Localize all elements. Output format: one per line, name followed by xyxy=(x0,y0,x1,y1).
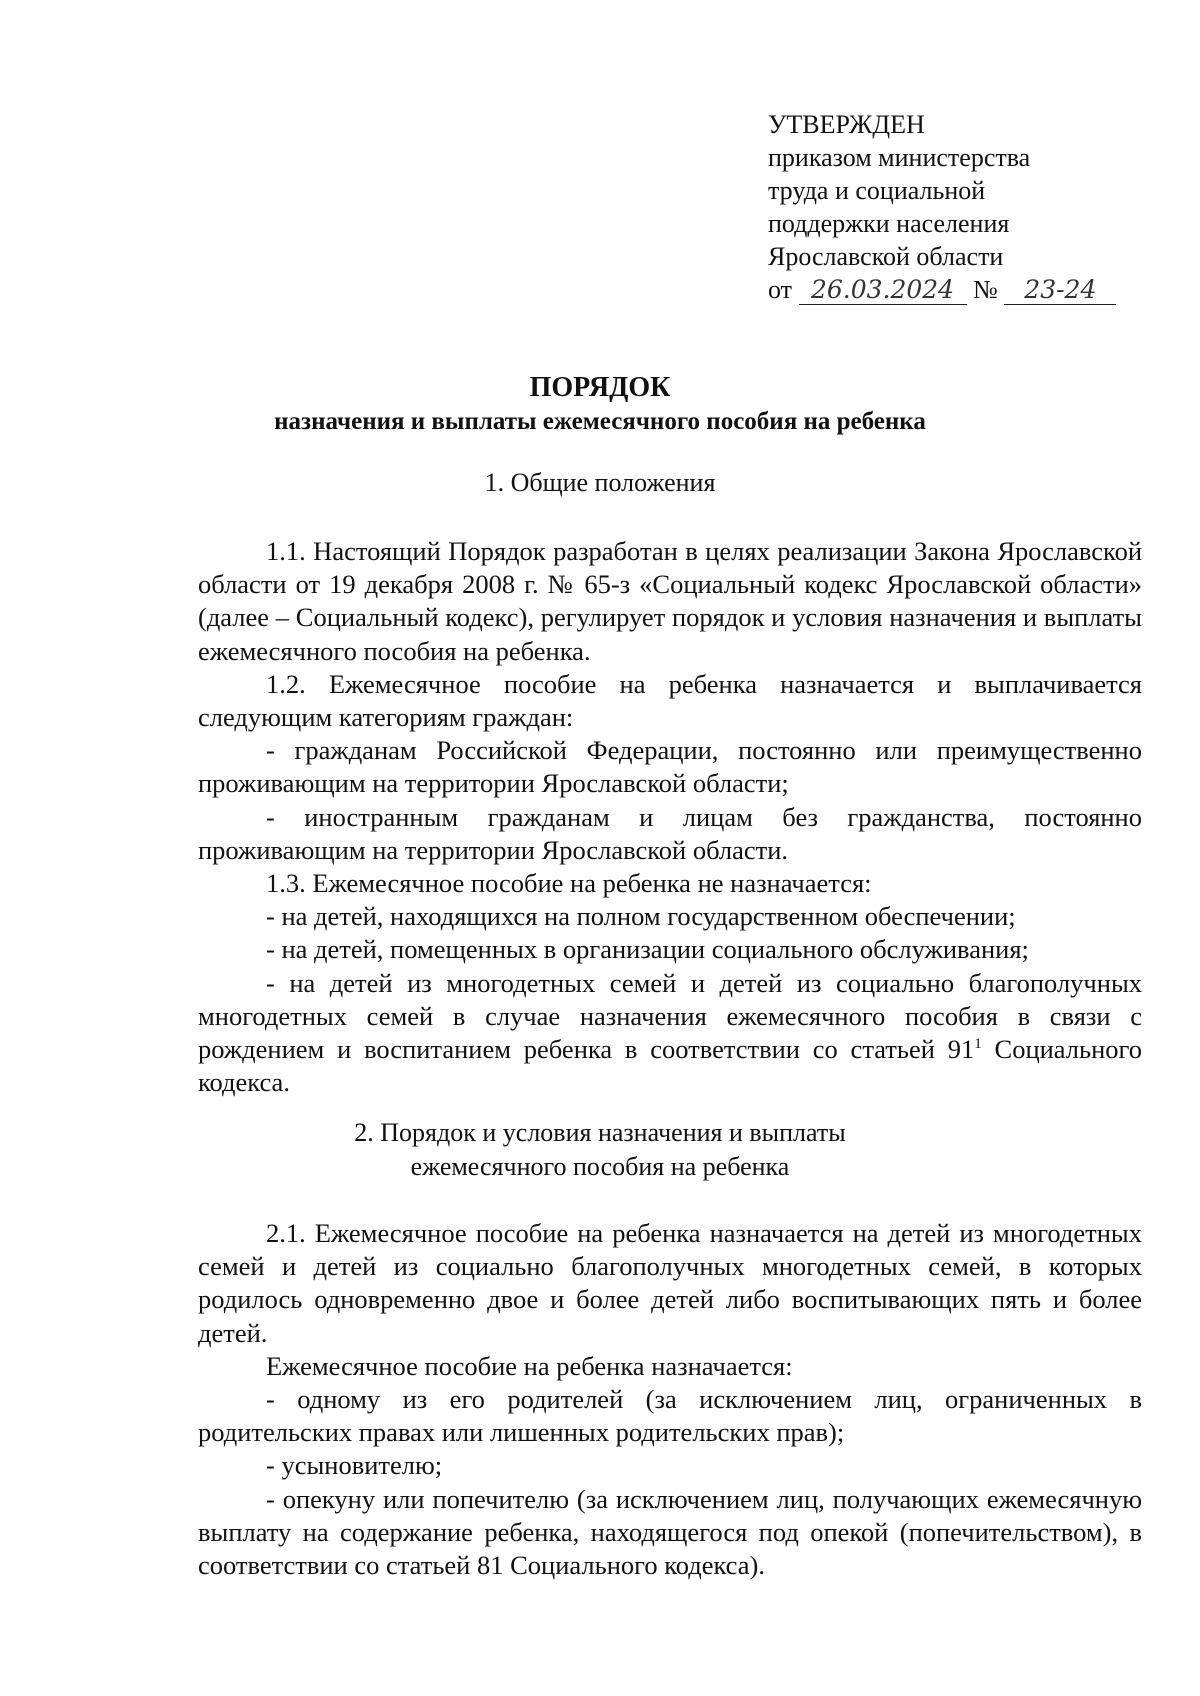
list-item-text: - на детей из многодетных семей и детей из социально благополучных многодетных семей в случае назначения ежемесячного пособия в связи с рождением и воспитанием ребенка в соответствии со статьей 91 xyxy=(198,967,1142,1065)
list-item xyxy=(198,967,1142,1100)
approval-block xyxy=(768,108,1116,306)
section-2-heading xyxy=(0,1116,1200,1184)
handwritten-number: 23-24 xyxy=(1004,276,1116,305)
section-1-body xyxy=(198,535,1142,1099)
list-item: - опекуну или попечителю (за исключением лиц, получающих ежемесячную выплату на содержание ребенка, находящегося под опекой (попечительством), в соответствии со статьей 81 Социального кодекса). xyxy=(198,1483,1142,1581)
document-title: ПОРЯДОК xyxy=(529,372,671,403)
article-superscript: 1 xyxy=(974,1036,982,1053)
approval-heading: УТВЕРЖДЕН xyxy=(768,110,925,139)
paragraph: 2.1. Ежемесячное пособие на ребенка назначается на детей из многодетных семей и детей из социально благополучных многодетных семей, в которых родилось одновременно двое и более детей либо воспитывающих пять и более детей. xyxy=(198,1218,1142,1348)
list-item: - на детей, находящихся на полном государственном обеспечении; xyxy=(266,901,1016,932)
approval-line: Ярославской области xyxy=(768,242,1004,271)
approval-line: приказом министерства xyxy=(768,143,1031,172)
document-subtitle: назначения и выплаты ежемесячного пособия на ребенка xyxy=(274,408,926,435)
section-1-heading: 1. Общие положения xyxy=(484,468,716,497)
approval-line: поддержки населения xyxy=(768,209,1010,238)
list-item: - иностранным гражданам и лицам без гражданства, постоянно проживающим на территории Ярославской области. xyxy=(198,801,1142,865)
list-item-text-end: Социального кодекса. xyxy=(198,1034,1142,1098)
list-item: - гражданам Российской Федерации, постоянно или преимущественно проживающим на территории Ярославской области; xyxy=(198,735,1142,799)
section-2-heading-line-2: ежемесячного пособия на ребенка xyxy=(410,1152,790,1181)
approval-line: труда и социальной xyxy=(768,176,986,205)
list-item: - на детей, помещенных в организации социального обслуживания; xyxy=(266,934,1029,965)
handwritten-date: 26.03.2024 xyxy=(799,276,967,305)
section-2-heading-line-1: 2. Порядок и условия назначения и выплаты xyxy=(354,1118,846,1147)
list-item: - одному из его родителей (за исключением лиц, ограниченных в родительских правах или лишенных родительских прав); xyxy=(198,1384,1142,1448)
number-prefix: № xyxy=(973,275,998,304)
section-2-body xyxy=(198,1217,1142,1582)
list-item: - усыновителю; xyxy=(266,1450,443,1481)
order-date-number-line xyxy=(768,273,1116,306)
paragraph: 1.3. Ежемесячное пособие на ребенка не назначается: xyxy=(266,868,872,899)
paragraph: Ежемесячное пособие на ребенка назначается: xyxy=(266,1350,793,1381)
paragraph: 1.2. Ежемесячное пособие на ребенка назначается и выплачивается следующим категориям граждан: xyxy=(198,668,1142,733)
paragraph: 1.1. Настоящий Порядок разработан в целях реализации Закона Ярославской области от 19 декабря 2008 г. № 65-з «Социальный кодекс Ярославской области» (далее – Социальный кодекс), регулирует порядок и условия назначения и выплаты ежемесячного пособия на ребенка. xyxy=(198,536,1142,666)
date-prefix: от xyxy=(768,275,793,304)
